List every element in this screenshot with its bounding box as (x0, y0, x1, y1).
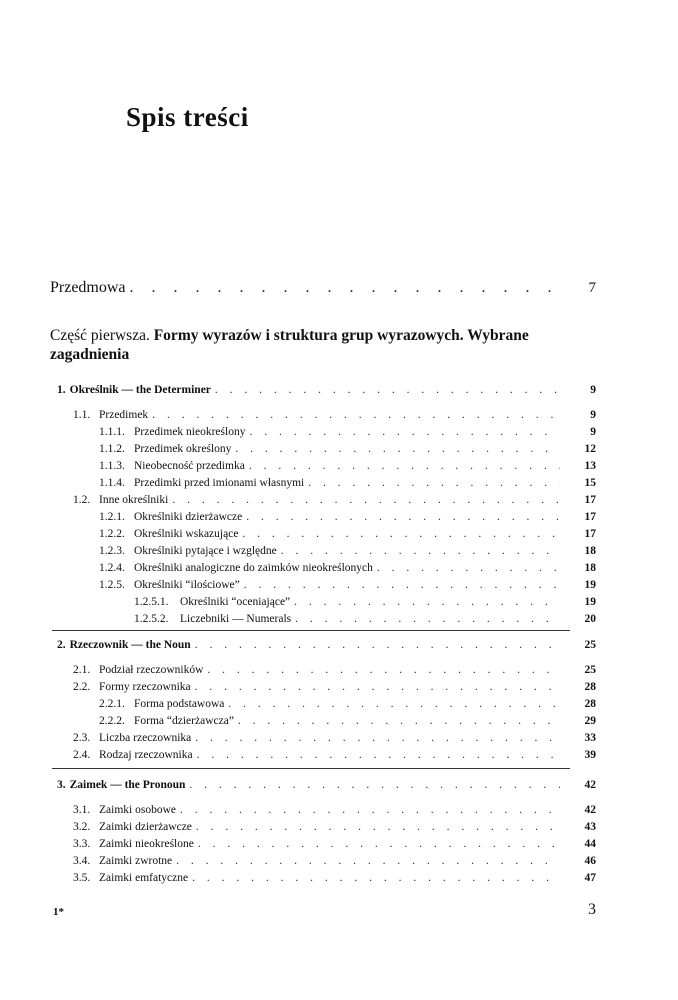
dot-leader (195, 680, 560, 694)
toc-number: 1.2.3. (99, 545, 125, 557)
toc-label: Forma “dzierżawcza” (134, 715, 234, 727)
toc-number: 3.1. (73, 804, 91, 816)
toc-number: 2.1. (73, 664, 91, 676)
toc-entry[interactable] (0, 442, 678, 456)
toc-number: 1.2. (73, 494, 91, 506)
toc-page: 47 (584, 872, 596, 884)
dot-leader (189, 778, 560, 792)
dot-leader (192, 871, 560, 885)
toc-page: 42 (584, 779, 596, 791)
toc-label: Określniki “oceniające” (180, 596, 291, 608)
toc-page: 9 (590, 409, 596, 421)
toc-number: 1.1.4. (99, 477, 125, 489)
toc-page: 15 (584, 477, 596, 489)
toc-label: Rzeczownik — the Noun (69, 639, 191, 651)
toc-number: 1.2.2. (99, 528, 125, 540)
toc-label: Zaimek — the Pronoun (69, 779, 186, 791)
dot-leader (238, 714, 560, 728)
toc-label: Forma podstawowa (134, 698, 225, 710)
toc-entry[interactable] (0, 527, 678, 541)
toc-page: 29 (584, 715, 596, 727)
toc-page: 44 (584, 838, 596, 850)
toc-entry[interactable] (0, 714, 678, 728)
toc-number: 2.3. (73, 732, 91, 744)
toc-label: Określniki dzierżawcze (134, 511, 243, 523)
dot-leader (244, 578, 560, 592)
toc-entry[interactable] (0, 425, 678, 439)
toc-entry[interactable] (0, 663, 678, 677)
dot-leader (249, 459, 560, 473)
toc-page: 28 (584, 681, 596, 693)
toc-page: 18 (584, 545, 596, 557)
toc-number: 1.2.5.1. (134, 596, 169, 608)
part-heading (50, 326, 580, 364)
dot-leader (294, 595, 560, 609)
toc-number: 3.2. (73, 821, 91, 833)
toc-entry[interactable] (0, 748, 678, 762)
toc-label: Zaimki nieokreślone (99, 838, 194, 850)
toc-preface[interactable] (0, 278, 678, 298)
toc-page: 42 (584, 804, 596, 816)
toc-number: 2.2.1. (99, 698, 125, 710)
toc-entry[interactable] (0, 680, 678, 694)
dot-leader (246, 510, 560, 524)
toc-entry[interactable] (0, 493, 678, 507)
toc-page: 17 (584, 528, 596, 540)
toc-number: 3. (57, 779, 66, 791)
toc-number: 2.4. (73, 749, 91, 761)
toc-label: Przedimek nieokreślony (134, 426, 246, 438)
toc-number: 1.2.4. (99, 562, 125, 574)
dot-leader (295, 612, 560, 626)
dot-leader (195, 638, 560, 652)
toc-entry[interactable] (0, 803, 678, 817)
dot-leader (172, 493, 560, 507)
dot-leader (235, 442, 560, 456)
toc-number: 1.1. (73, 409, 91, 421)
dot-leader (130, 278, 560, 298)
printer-signature: 1* (53, 906, 64, 918)
toc-page: 18 (584, 562, 596, 574)
toc-label: Określniki pytające i względne (134, 545, 277, 557)
toc-number: 3.4. (73, 855, 91, 867)
toc-number: 3.3. (73, 838, 91, 850)
toc-entry[interactable] (0, 595, 678, 609)
toc-number: 1. (57, 384, 66, 396)
toc-chapter[interactable] (0, 778, 678, 792)
toc-label: Zaimki osobowe (99, 804, 176, 816)
toc-number: 2.2. (73, 681, 91, 693)
toc-entry[interactable] (0, 561, 678, 575)
dot-leader (180, 803, 560, 817)
toc-label: Określnik — the Determiner (69, 384, 211, 396)
toc-label: Określniki wskazujące (134, 528, 239, 540)
toc-entry[interactable] (0, 731, 678, 745)
toc-page: 39 (584, 749, 596, 761)
toc-label: Zaimki zwrotne (99, 855, 173, 867)
toc-entry[interactable] (0, 408, 678, 422)
section-divider (52, 768, 570, 769)
toc-label: Inne określniki (99, 494, 169, 506)
toc-number: 1.2.1. (99, 511, 125, 523)
toc-entry[interactable] (0, 612, 678, 626)
toc-page: 9 (590, 426, 596, 438)
toc-label: Określniki “ilościowe” (134, 579, 240, 591)
toc-entry[interactable] (0, 854, 678, 868)
dot-leader (196, 820, 560, 834)
toc-number: 3.5. (73, 872, 91, 884)
dot-leader (281, 544, 560, 558)
dot-leader (249, 425, 560, 439)
toc-number: 1.2.5. (99, 579, 125, 591)
toc-page: 33 (584, 732, 596, 744)
toc-label: Przedimek określony (134, 443, 232, 455)
toc-entry[interactable] (0, 578, 678, 592)
toc-number: 1.1.2. (99, 443, 125, 455)
part-title: Formy wyrazów i struktura grup wyrazowych. Wybrane zagadnienia (50, 327, 529, 363)
toc-chapter[interactable] (0, 383, 678, 397)
toc-page: 17 (584, 494, 596, 506)
toc-label: Przedimki przed imionami własnymi (134, 477, 305, 489)
toc-page: 9 (590, 384, 596, 396)
toc-page: 19 (584, 596, 596, 608)
toc-page: 43 (584, 821, 596, 833)
part-prefix: Część pierwsza. (50, 327, 150, 344)
toc-page: 28 (584, 698, 596, 710)
toc-page: 13 (584, 460, 596, 472)
toc-page: 17 (584, 511, 596, 523)
toc-page: 7 (588, 280, 596, 296)
dot-leader (207, 663, 560, 677)
toc-entry[interactable] (0, 510, 678, 524)
toc-number: 1.1.3. (99, 460, 125, 472)
dot-leader (198, 837, 560, 851)
toc-entry[interactable] (0, 459, 678, 473)
dot-leader (242, 527, 560, 541)
toc-page: 25 (584, 639, 596, 651)
toc-entry[interactable] (0, 476, 678, 490)
dot-leader (308, 476, 560, 490)
toc-label: Rodzaj rzeczownika (99, 749, 193, 761)
toc-label: Formy rzeczownika (99, 681, 191, 693)
dot-leader (377, 561, 560, 575)
toc-label: Nieobecność przedimka (134, 460, 245, 472)
toc-page: 25 (584, 664, 596, 676)
dot-leader (215, 383, 560, 397)
toc-number: 2.2.2. (99, 715, 125, 727)
page-title: Spis treści (126, 102, 249, 132)
dot-leader (152, 408, 560, 422)
dot-leader (197, 748, 560, 762)
toc-label: Przedmowa (50, 279, 126, 296)
dot-leader (195, 731, 560, 745)
dot-leader (228, 697, 560, 711)
toc-label: Liczebniki — Numerals (180, 613, 292, 625)
toc-label: Przedimek (99, 409, 149, 421)
toc-number: 1.2.5.2. (134, 613, 169, 625)
toc-entry[interactable] (0, 837, 678, 851)
toc-entry[interactable] (0, 820, 678, 834)
toc-label: Podział rzeczowników (99, 664, 204, 676)
toc-chapter[interactable] (0, 638, 678, 652)
toc-label: Określniki analogiczne do zaimków nieokreślonych (134, 562, 373, 574)
toc-entry[interactable] (0, 544, 678, 558)
dot-leader (176, 854, 560, 868)
toc-label: Zaimki dzierżawcze (99, 821, 192, 833)
toc-label: Zaimki emfatyczne (99, 872, 189, 884)
toc-page: 20 (584, 613, 596, 625)
toc-page: 19 (584, 579, 596, 591)
toc-entry[interactable] (0, 697, 678, 711)
page-number: 3 (588, 901, 596, 918)
toc-number: 1.1.1. (99, 426, 125, 438)
toc-label: Liczba rzeczownika (99, 732, 192, 744)
toc-page: 12 (584, 443, 596, 455)
section-divider (52, 630, 570, 631)
toc-page: 46 (584, 855, 596, 867)
toc-number: 2. (57, 639, 66, 651)
toc-entry[interactable] (0, 871, 678, 885)
